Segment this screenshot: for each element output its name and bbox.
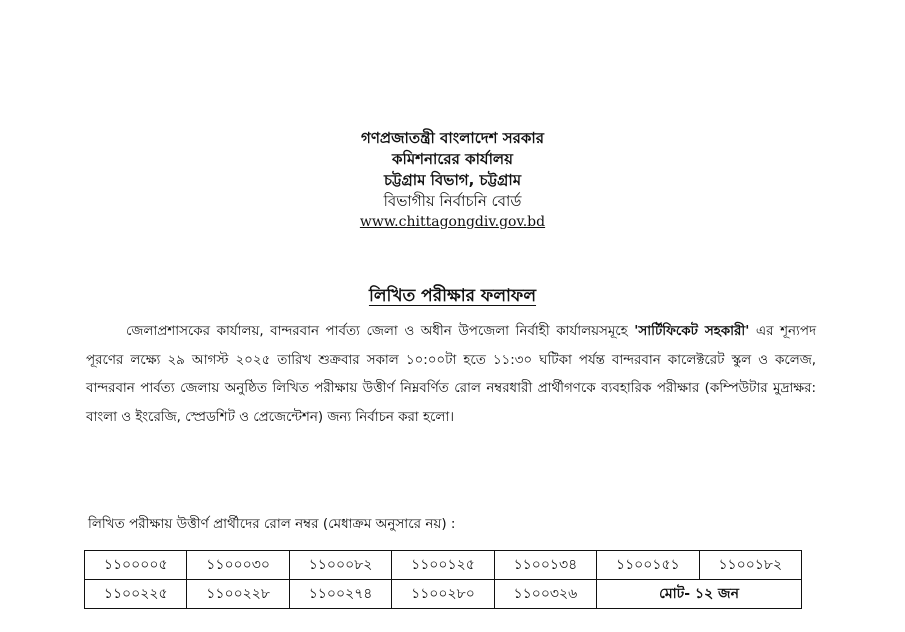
document-title xyxy=(0,283,905,311)
document-title-text: লিখিত পরীক্ষার ফলাফল xyxy=(368,286,537,306)
roll-cell: ১১০০২৭৪ xyxy=(289,580,391,609)
division-name: চট্টগ্রাম বিভাগ, চট্টগ্রাম xyxy=(383,171,522,189)
roll-cell: ১১০০০৩০ xyxy=(187,551,289,580)
website-link[interactable]: www.chittagongdiv.gov.bd xyxy=(359,214,546,230)
notice-text-part2: এর শূন্যপদ পূরণের লক্ষ্যে ২৯ আগস্ট ২০২৫ তারিখ শুক্রবার সকাল ১০:০০টা হতে ১১:৩০ ঘটিকা পর্যন্ত বান্দরবান কালেক্টরেট স্কুল ও কলেজ, বান্দরবান পার্বত্য জেলায় অনুষ্ঠিত লিখিত পরীক্ষায় উত্তীর্ণ নিম্নবর্ণিত রোল নম্বরধারী প্রার্থীগণকে ব্যবহারিক পরীক্ষার (কম্পিউটার মুদ্রাক্ষর: বাংলা ও ইংরেজি, স্প্রেডশিট ও প্রেজেন্টেশন) জন্য নির্বাচন করা হলো। xyxy=(86,324,816,425)
roll-cell: ১১০০২২৮ xyxy=(187,580,289,609)
notice-paragraph xyxy=(86,318,816,432)
post-name: 'সার্টিফিকেট সহকারী' xyxy=(634,324,750,339)
rolls-label: লিখিত পরীক্ষায় উত্তীর্ণ প্রার্থীদের রোল নম্বর (মেধাক্রম অনুসারে নয়) : xyxy=(88,516,456,532)
table-row xyxy=(85,551,802,580)
roll-number-table xyxy=(84,550,802,609)
roll-cell: ১১০০২৮০ xyxy=(392,580,494,609)
roll-cell: ১১০০২২৫ xyxy=(85,580,187,609)
roll-cell: ১১০০১৮২ xyxy=(699,551,801,580)
roll-cell: ১১০০১২৫ xyxy=(392,551,494,580)
total-count-cell: মোট- ১২ জন xyxy=(597,580,802,609)
office-header xyxy=(0,128,905,233)
roll-cell: ১১০০৩২৬ xyxy=(494,580,596,609)
notice-text-part1: জেলাপ্রশাসকের কার্যালয়, বান্দরবান পার্বত্য জেলা ও অধীন উপজেলা নির্বাহী কার্যালয়সমূহে xyxy=(126,324,628,339)
table-row xyxy=(85,580,802,609)
government-name: গণপ্রজাতন্ত্রী বাংলাদেশ সরকার xyxy=(361,129,544,147)
office-name: কমিশনারের কার্যালয় xyxy=(392,150,513,168)
roll-cell: ১১০০০০৫ xyxy=(85,551,187,580)
board-name: বিভাগীয় নির্বাচনি বোর্ড xyxy=(383,192,522,210)
roll-cell: ১১০০১৫১ xyxy=(597,551,699,580)
roll-cell: ১১০০১৩৪ xyxy=(494,551,596,580)
roll-cell: ১১০০০৮২ xyxy=(289,551,391,580)
